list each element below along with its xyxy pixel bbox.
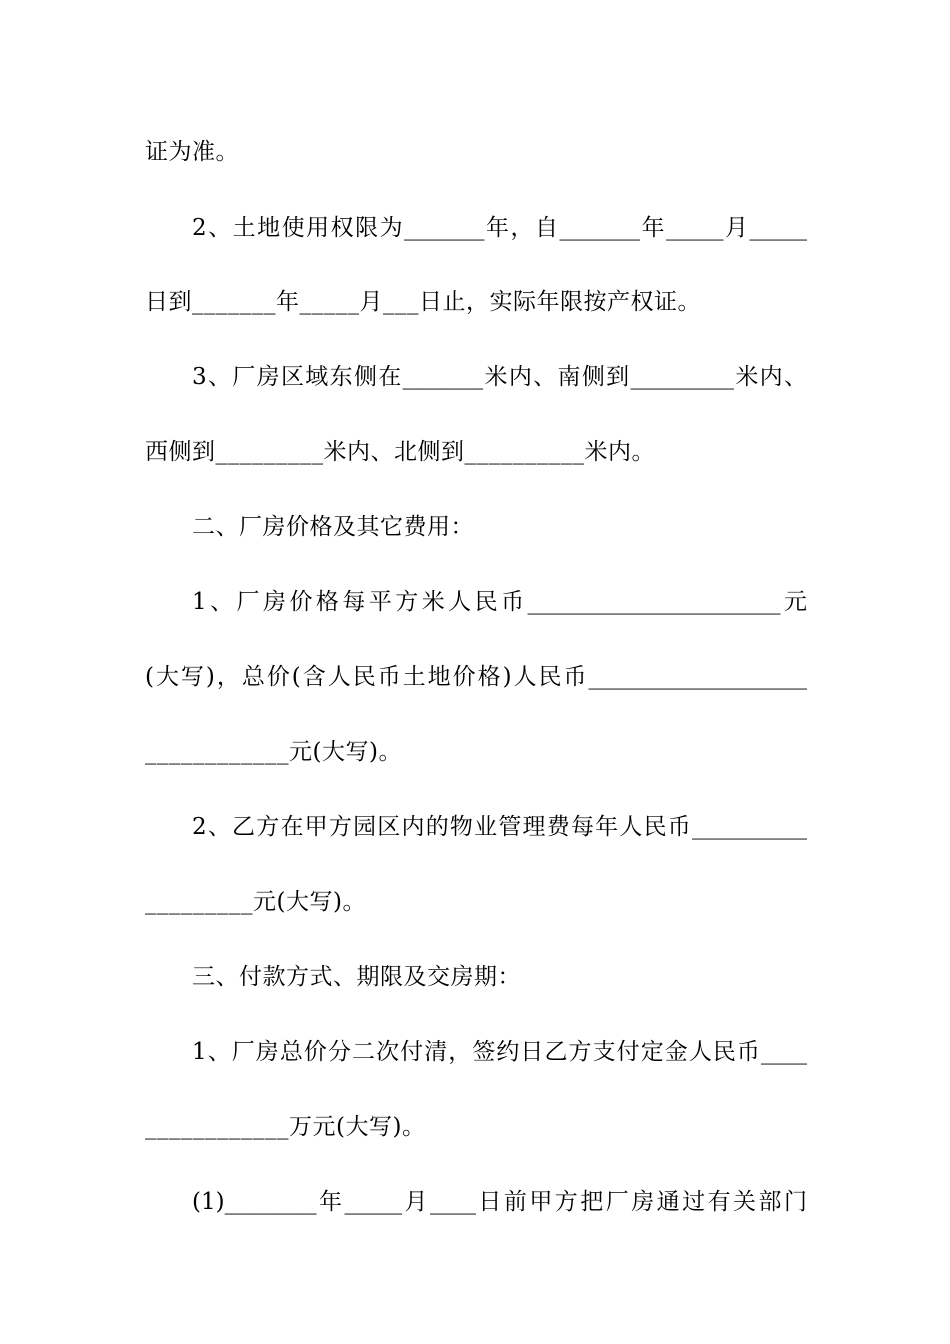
clause-deposit-cont: ____________万元(大写)。: [145, 1114, 426, 1140]
clause-land-use-term: 2、土地使用权限为_______年，自_______年_____月_____: [192, 215, 807, 241]
clause-total-price-cont: ____________元(大写)。: [145, 739, 402, 765]
clause-boundaries-cont: 西侧到_________米内、北侧到__________米内。: [145, 439, 655, 465]
clause-management-fee: 2、乙方在甲方园区内的物业管理费每年人民币__________: [192, 814, 807, 840]
clause-unit-price: 1、厂房价格每平方米人民币______________________元: [192, 589, 807, 615]
clause-management-fee-cont: _________元(大写)。: [145, 889, 366, 915]
clause-boundaries: 3、厂房区域东侧在_______米内、南侧到_________米内、: [192, 364, 807, 390]
clause-total-price: (大写)，总价(含人民币土地价格)人民币___________________: [145, 664, 807, 690]
section-heading-payment: 三、付款方式、期限及交房期：: [192, 964, 521, 990]
clause-deposit: 1、厂房总价分二次付清，签约日乙方支付定金人民币____: [192, 1039, 807, 1065]
clause-handover-date: (1)________年_____月____日前甲方把厂房通过有关部门: [192, 1189, 807, 1215]
section-heading-price: 二、厂房价格及其它费用：: [192, 514, 474, 540]
clause-land-use-term-cont: 日到_______年_____月___日止，实际年限按产权证。: [145, 289, 701, 315]
text-line-continuation: 证为准。: [145, 139, 239, 165]
